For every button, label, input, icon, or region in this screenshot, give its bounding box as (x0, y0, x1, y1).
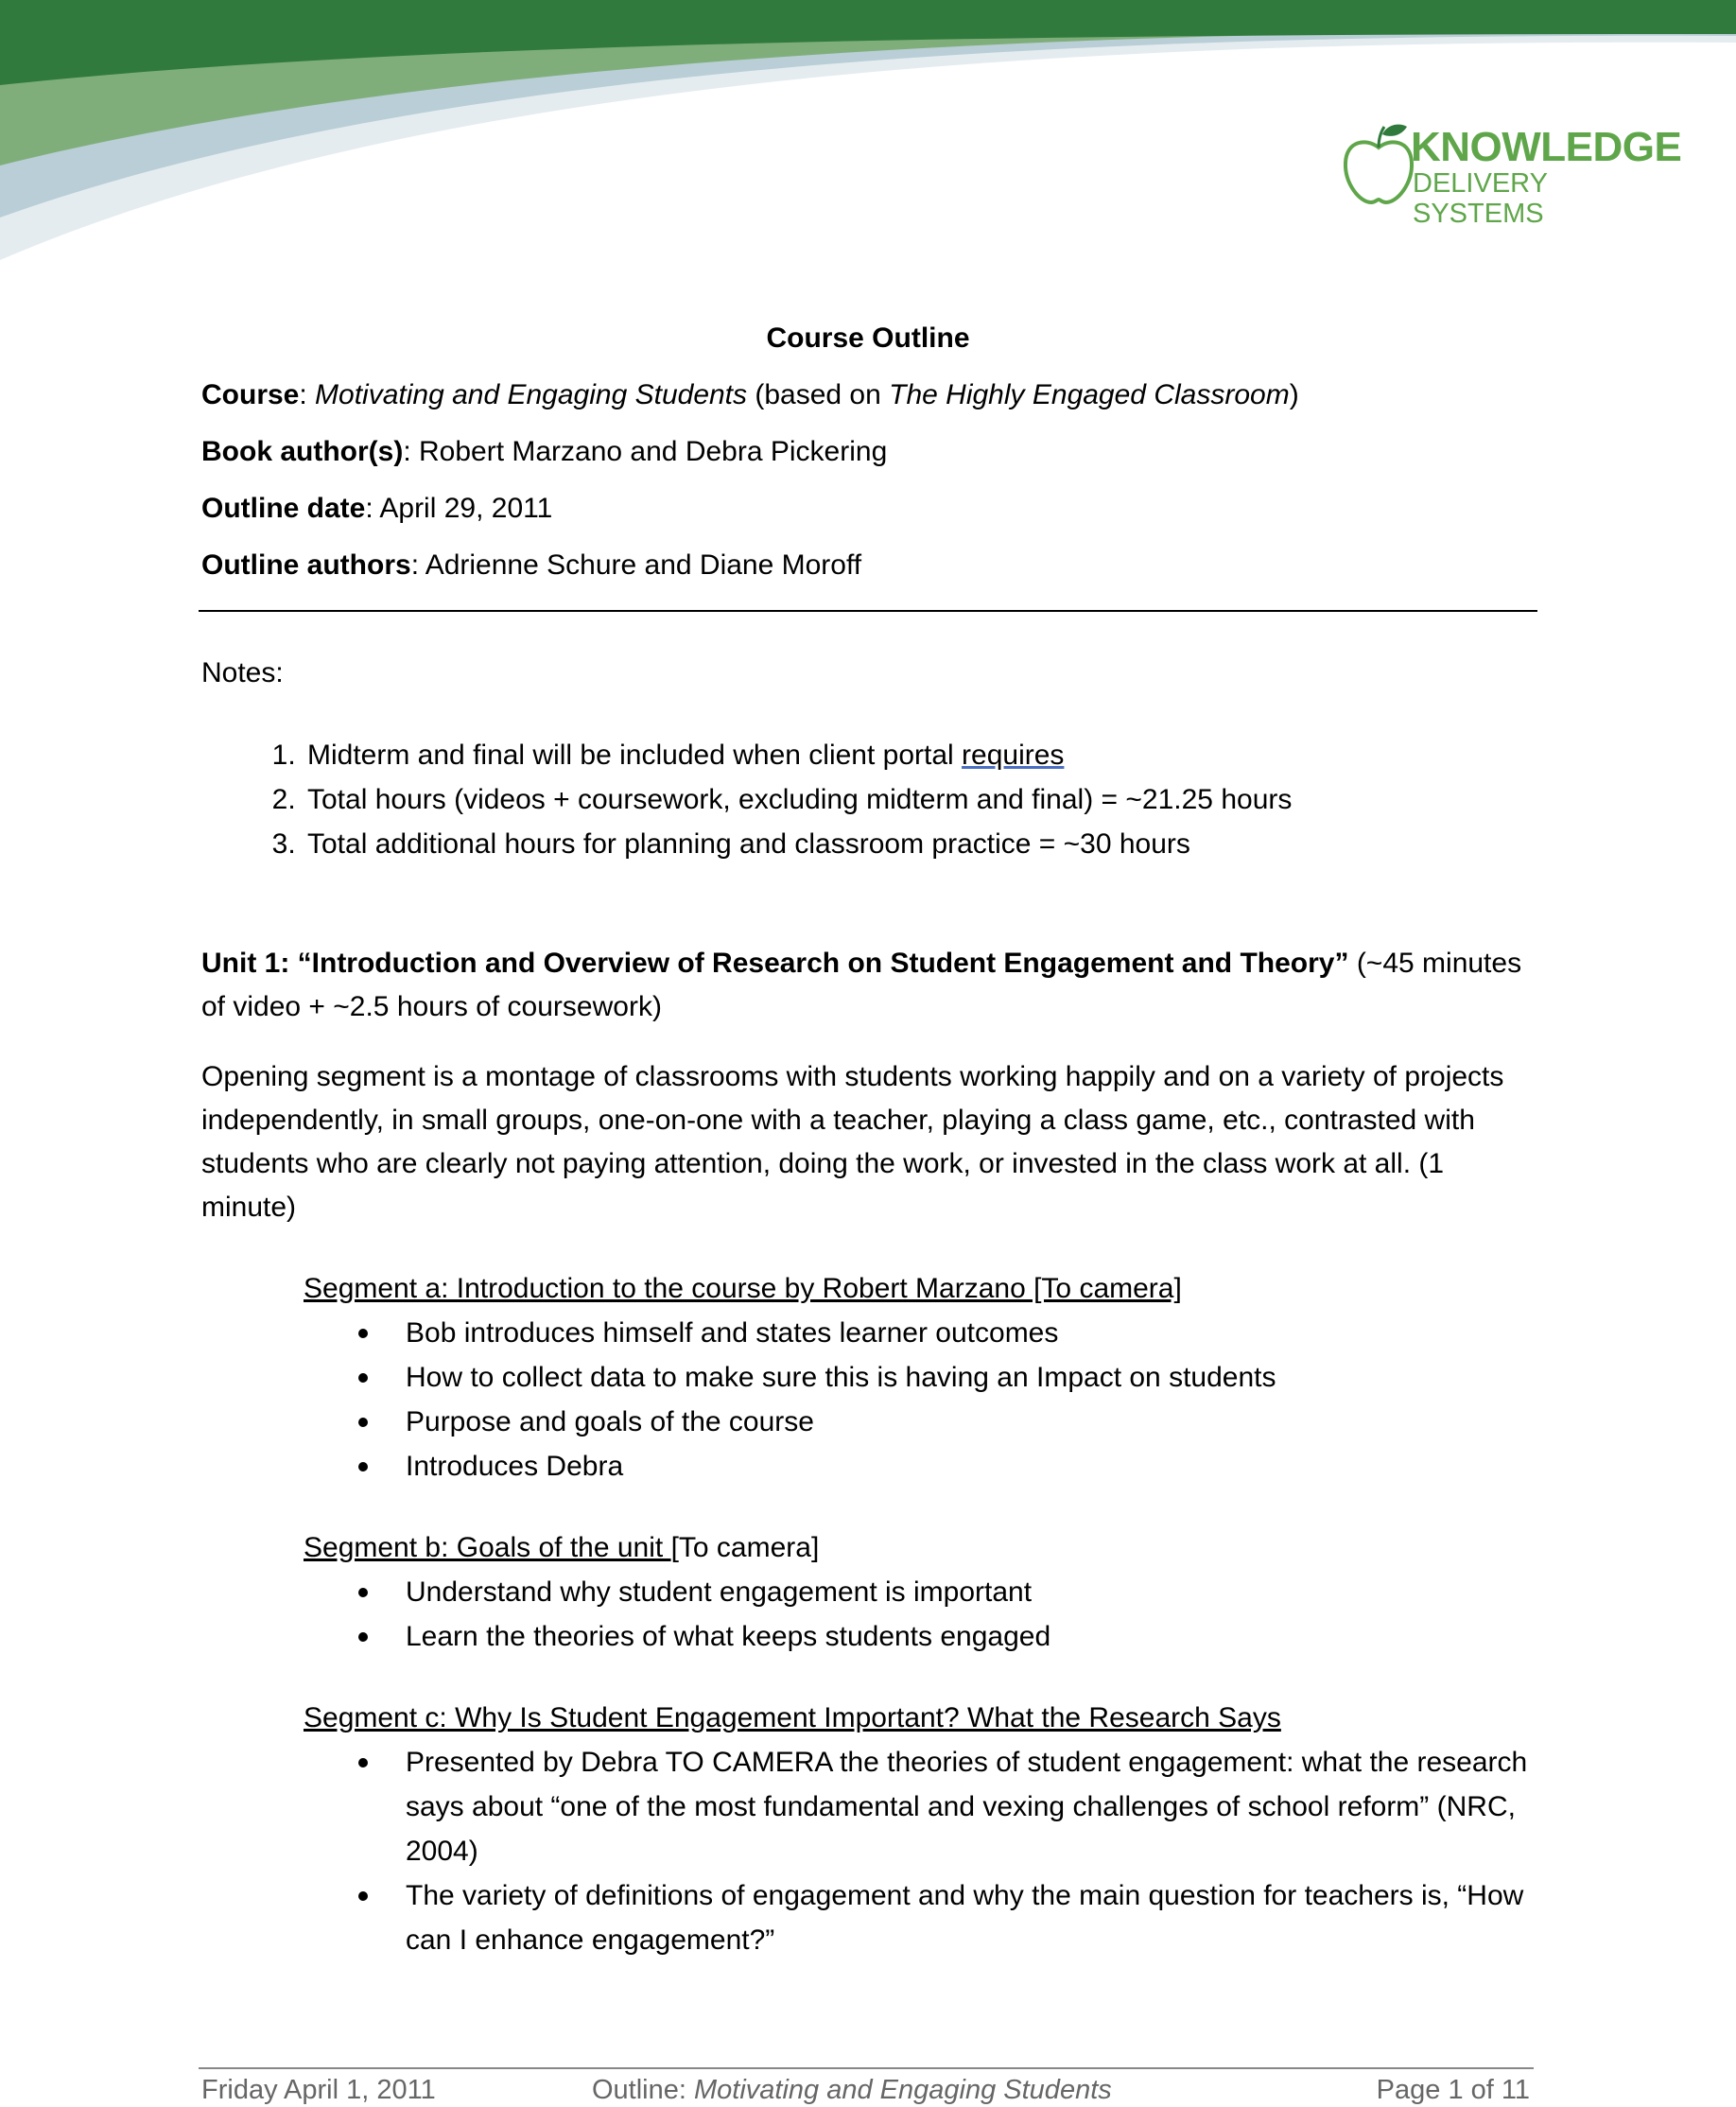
unit-title: Unit 1: “Introduction and Overview of Research on Student Engagement and Theory” (201, 948, 1349, 979)
segment-title: Segment c: Why Is Student Engagement Important? What the Research Says (304, 1702, 1281, 1733)
segment-c (201, 1697, 1535, 1962)
outline-authors-line: Outline authors: Adrienne Schure and Diane Moroff (201, 549, 862, 581)
footer-divider (199, 2067, 1534, 2069)
footer-outline: Outline: Motivating and Engaging Students (592, 2075, 1112, 2105)
list-item: Presented by Debra TO CAMERA the theories of student engagement: what the research says about “one of the most fundamental and vexing challenges of school reform” (NRC, 2004) (406, 1740, 1535, 1873)
logo-line1: KNOWLEDGE (1411, 124, 1682, 170)
notes-item1-text: Midterm and final will be included when client portal (307, 740, 963, 771)
outline-date-line: Outline date: April 29, 2011 (201, 493, 553, 524)
header-divider (199, 610, 1537, 612)
notes-label: Notes: (201, 657, 284, 688)
segment-title: Segment b: Goals of the unit [To camera] (304, 1532, 820, 1563)
opening-paragraph: Opening segment is a montage of classrooms with students working happily and on a variety of projects independently, in small groups, one-on-one with a teacher, playing a class game, etc., contrasted with students who are clearly not paying attention, doing the work, or invested in the class work at all. (1 minute) (201, 1061, 1504, 1223)
requires-link[interactable]: requires (962, 740, 1065, 771)
logo-line2: DELIVERY SYSTEMS (1413, 168, 1548, 229)
outline-authors-label: Outline authors (201, 549, 411, 581)
list-item: Understand why student engagement is important (406, 1570, 1535, 1614)
notes-item (304, 733, 1535, 777)
notes-item: 3. Total additional hours for planning and classroom practice = ~30 hours (304, 822, 1535, 866)
segment-bullets (304, 1311, 1535, 1489)
outline-date-label: Outline date (201, 493, 366, 524)
segment-bullets (304, 1740, 1535, 1962)
course-based-title: The Highly Engaged Classroom (889, 379, 1290, 410)
footer-date: Friday April 1, 2011 (201, 2075, 436, 2105)
segment-a (201, 1267, 1535, 1489)
apple-icon (1341, 121, 1416, 206)
list-item: How to collect data to make sure this is having an Impact on students (406, 1355, 1535, 1400)
list-item: Purpose and goals of the course (406, 1400, 1535, 1444)
course-title: Motivating and Engaging Students (315, 379, 748, 410)
list-item: Bob introduces himself and states learner outcomes (406, 1311, 1535, 1355)
unit-heading (201, 942, 1535, 1029)
document-body (201, 317, 1535, 1962)
page-title: Course Outline (766, 322, 970, 354)
list-item: The variety of definitions of engagement and why the main question for teachers is, “How can I enhance engagement?” (406, 1873, 1535, 1962)
footer-page-number: Page 1 of 11 (1376, 2075, 1530, 2105)
book-authors-line: Book author(s): Robert Marzano and Debra Pickering (201, 436, 888, 467)
course-meta (201, 374, 1535, 587)
notes-item: 2. Total hours (videos + coursework, excluding midterm and final) = ~21.25 hours (304, 777, 1535, 822)
company-logo (1341, 113, 1682, 229)
outline-authors-value: Adrienne Schure and Diane Moroff (425, 549, 862, 581)
list-item: Introduces Debra (406, 1444, 1535, 1489)
course-label: Course (201, 379, 300, 410)
unit-duration: (~45 minutes of video + ~2.5 hours of coursework) (201, 948, 1522, 1022)
course-based-suffix: ) (1289, 379, 1299, 410)
course-based-prefix: (based on (747, 379, 890, 410)
list-item: Learn the theories of what keeps students engaged (406, 1614, 1535, 1659)
book-authors-value: Robert Marzano and Debra Pickering (419, 436, 888, 467)
course-line: Course: Motivating and Engaging Students (based on The Highly Engaged Classroom) (201, 379, 1299, 410)
segment-b (201, 1526, 1535, 1659)
segment-title: Segment a: Introduction to the course by Robert Marzano [To camera] (304, 1273, 1182, 1304)
segment-bullets (304, 1570, 1535, 1659)
footer-outline-title: Motivating and Engaging Students (694, 2075, 1112, 2105)
outline-date-value: April 29, 2011 (379, 493, 553, 524)
book-authors-label: Book author(s) (201, 436, 404, 467)
notes-list (201, 733, 1535, 866)
